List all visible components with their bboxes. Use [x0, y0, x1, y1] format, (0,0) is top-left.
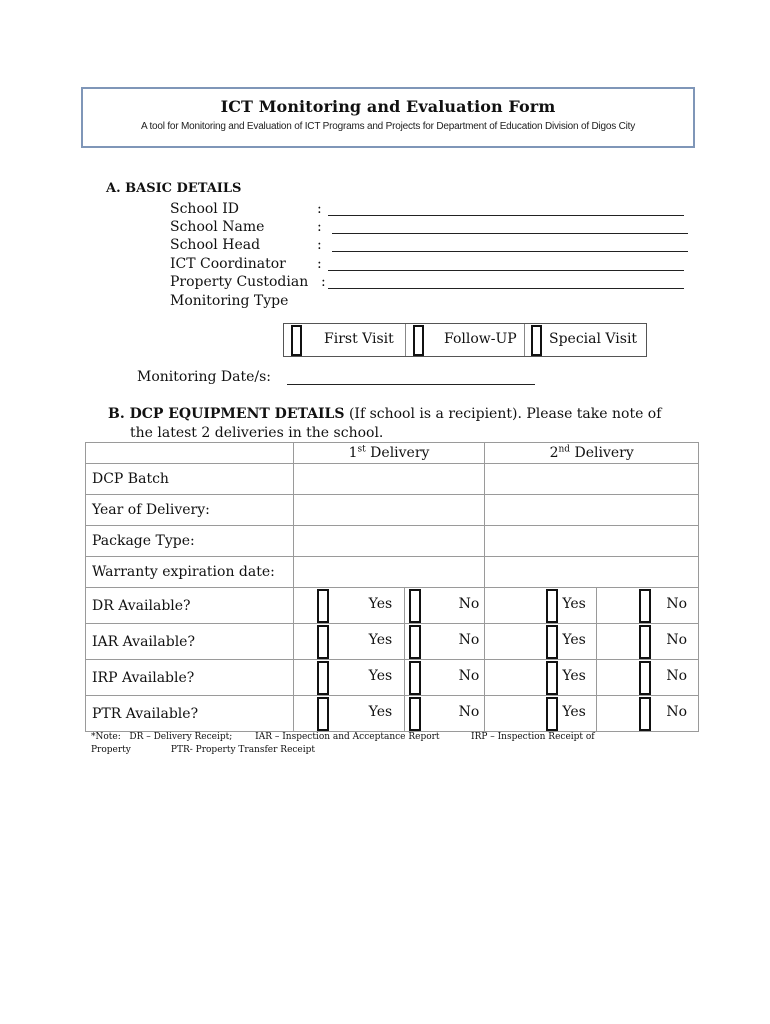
package-type-delivery-2-cell[interactable]	[485, 526, 699, 557]
ptr-d1-no-checkbox[interactable]	[409, 697, 421, 731]
no-label: No	[458, 632, 480, 648]
field-colon: :	[317, 256, 322, 272]
table-row	[86, 464, 699, 495]
no-label: No	[458, 704, 480, 720]
yes-label: Yes	[562, 596, 586, 612]
iar-d2-no-checkbox[interactable]	[639, 625, 651, 659]
dcp-equipment-table	[85, 442, 699, 732]
irp-d1-yes-checkbox[interactable]	[317, 661, 329, 695]
row-label: IRP Available?	[86, 660, 294, 696]
field-colon: :	[317, 237, 322, 253]
table-row	[86, 696, 699, 732]
year-delivery-1-cell[interactable]	[293, 495, 485, 526]
school-head-input[interactable]	[332, 251, 688, 252]
irp-delivery-1-cell	[293, 660, 485, 696]
year-delivery-2-cell[interactable]	[485, 495, 699, 526]
yes-label: Yes	[368, 668, 393, 684]
field-colon: :	[321, 274, 326, 290]
iar-d1-yes-checkbox[interactable]	[317, 625, 329, 659]
row-label: Package Type:	[86, 526, 294, 557]
table-header-row	[86, 443, 699, 464]
monitoring-date-input[interactable]	[287, 384, 535, 385]
table-row	[86, 588, 699, 624]
special-visit-checkbox[interactable]	[531, 325, 542, 356]
footnote-line-2: Property PTR- Property Transfer Receipt	[91, 745, 316, 755]
form-subtitle: A tool for Monitoring and Evaluation of ICT Programs and Projects for Department of Education Division of Digos City	[140, 121, 636, 132]
iar-delivery-1-cell	[293, 624, 485, 660]
yes-label: Yes	[368, 704, 393, 720]
no-label: No	[666, 632, 688, 648]
form-title: ICT Monitoring and Evaluation Form	[220, 97, 556, 116]
iar-d2-yes-checkbox[interactable]	[546, 625, 558, 659]
first-visit-label: First Visit	[324, 331, 394, 347]
field-label: Property Custodian	[170, 274, 309, 290]
no-label: No	[458, 596, 480, 612]
header-blank-cell	[86, 443, 294, 464]
irp-delivery-2-cell	[485, 660, 699, 696]
table-row	[86, 495, 699, 526]
divider	[524, 324, 525, 356]
school-id-input[interactable]	[328, 215, 684, 216]
divider	[596, 588, 597, 623]
ptr-delivery-2-cell	[485, 696, 699, 732]
no-label: No	[666, 704, 688, 720]
table-row	[86, 624, 699, 660]
divider	[404, 624, 405, 659]
yes-label: Yes	[562, 704, 586, 720]
dr-d2-yes-checkbox[interactable]	[546, 589, 558, 623]
school-name-input[interactable]	[332, 233, 688, 234]
package-type-delivery-1-cell[interactable]	[293, 526, 485, 557]
section-b-note-line2: the latest 2 deliveries in the school.	[130, 425, 384, 441]
ptr-d2-yes-checkbox[interactable]	[546, 697, 558, 731]
field-colon: :	[317, 201, 322, 217]
follow-up-checkbox[interactable]	[413, 325, 424, 356]
header-delivery-2: 2nd Delivery	[485, 443, 699, 464]
table-row	[86, 557, 699, 588]
header-delivery-1: 1st Delivery	[293, 443, 485, 464]
dr-delivery-1-cell	[293, 588, 485, 624]
field-label: School Head	[170, 237, 261, 253]
divider	[596, 624, 597, 659]
property-custodian-input[interactable]	[328, 288, 684, 289]
divider	[596, 696, 597, 731]
section-b-note: (If school is a recipient). Please take note of	[344, 406, 662, 422]
ict-coordinator-input[interactable]	[328, 270, 684, 271]
divider	[404, 660, 405, 695]
ptr-delivery-1-cell	[293, 696, 485, 732]
field-label: School Name	[170, 219, 265, 235]
dr-d1-yes-checkbox[interactable]	[317, 589, 329, 623]
form-header	[81, 87, 695, 148]
row-label: DCP Batch	[86, 464, 294, 495]
monitoring-type-options	[283, 323, 647, 357]
dcp-batch-delivery-1-cell[interactable]	[293, 464, 485, 495]
irp-d1-no-checkbox[interactable]	[409, 661, 421, 695]
first-visit-checkbox[interactable]	[291, 325, 302, 356]
ptr-d1-yes-checkbox[interactable]	[317, 697, 329, 731]
table-row	[86, 660, 699, 696]
field-label: ICT Coordinator	[170, 256, 286, 272]
divider	[404, 696, 405, 731]
dr-d2-no-checkbox[interactable]	[639, 589, 651, 623]
divider	[404, 588, 405, 623]
warranty-delivery-2-cell[interactable]	[485, 557, 699, 588]
no-label: No	[458, 668, 480, 684]
special-visit-label: Special Visit	[549, 331, 638, 347]
monitoring-date-label: Monitoring Date/s:	[137, 369, 272, 385]
divider	[405, 324, 406, 356]
footnote-line-1: *Note: DR – Delivery Receipt; IAR – Inspection and Acceptance Report IRP – Inspection Receipt of	[91, 732, 595, 742]
field-colon: :	[317, 219, 322, 235]
warranty-delivery-1-cell[interactable]	[293, 557, 485, 588]
section-b-title: B. DCP EQUIPMENT DETAILS	[108, 406, 345, 422]
irp-d2-no-checkbox[interactable]	[639, 661, 651, 695]
row-label: DR Available?	[86, 588, 294, 624]
ptr-d2-no-checkbox[interactable]	[639, 697, 651, 731]
table-row	[86, 526, 699, 557]
dr-d1-no-checkbox[interactable]	[409, 589, 421, 623]
irp-d2-yes-checkbox[interactable]	[546, 661, 558, 695]
no-label: No	[666, 596, 688, 612]
section-b-heading	[108, 405, 698, 443]
yes-label: Yes	[368, 632, 393, 648]
divider	[596, 660, 597, 695]
row-label: IAR Available?	[86, 624, 294, 660]
section-a-title: A. BASIC DETAILS	[106, 181, 242, 196]
yes-label: Yes	[562, 632, 586, 648]
iar-d1-no-checkbox[interactable]	[409, 625, 421, 659]
dcp-batch-delivery-2-cell[interactable]	[485, 464, 699, 495]
row-label: Year of Delivery:	[86, 495, 294, 526]
iar-delivery-2-cell	[485, 624, 699, 660]
yes-label: Yes	[562, 668, 586, 684]
row-label: PTR Available?	[86, 696, 294, 732]
row-label: Warranty expiration date:	[86, 557, 294, 588]
yes-label: Yes	[368, 596, 393, 612]
dr-delivery-2-cell	[485, 588, 699, 624]
footnote	[91, 731, 691, 757]
field-label: School ID	[170, 201, 239, 217]
follow-up-label: Follow-UP	[444, 331, 517, 347]
no-label: No	[666, 668, 688, 684]
monitoring-type-label: Monitoring Type	[170, 293, 289, 309]
